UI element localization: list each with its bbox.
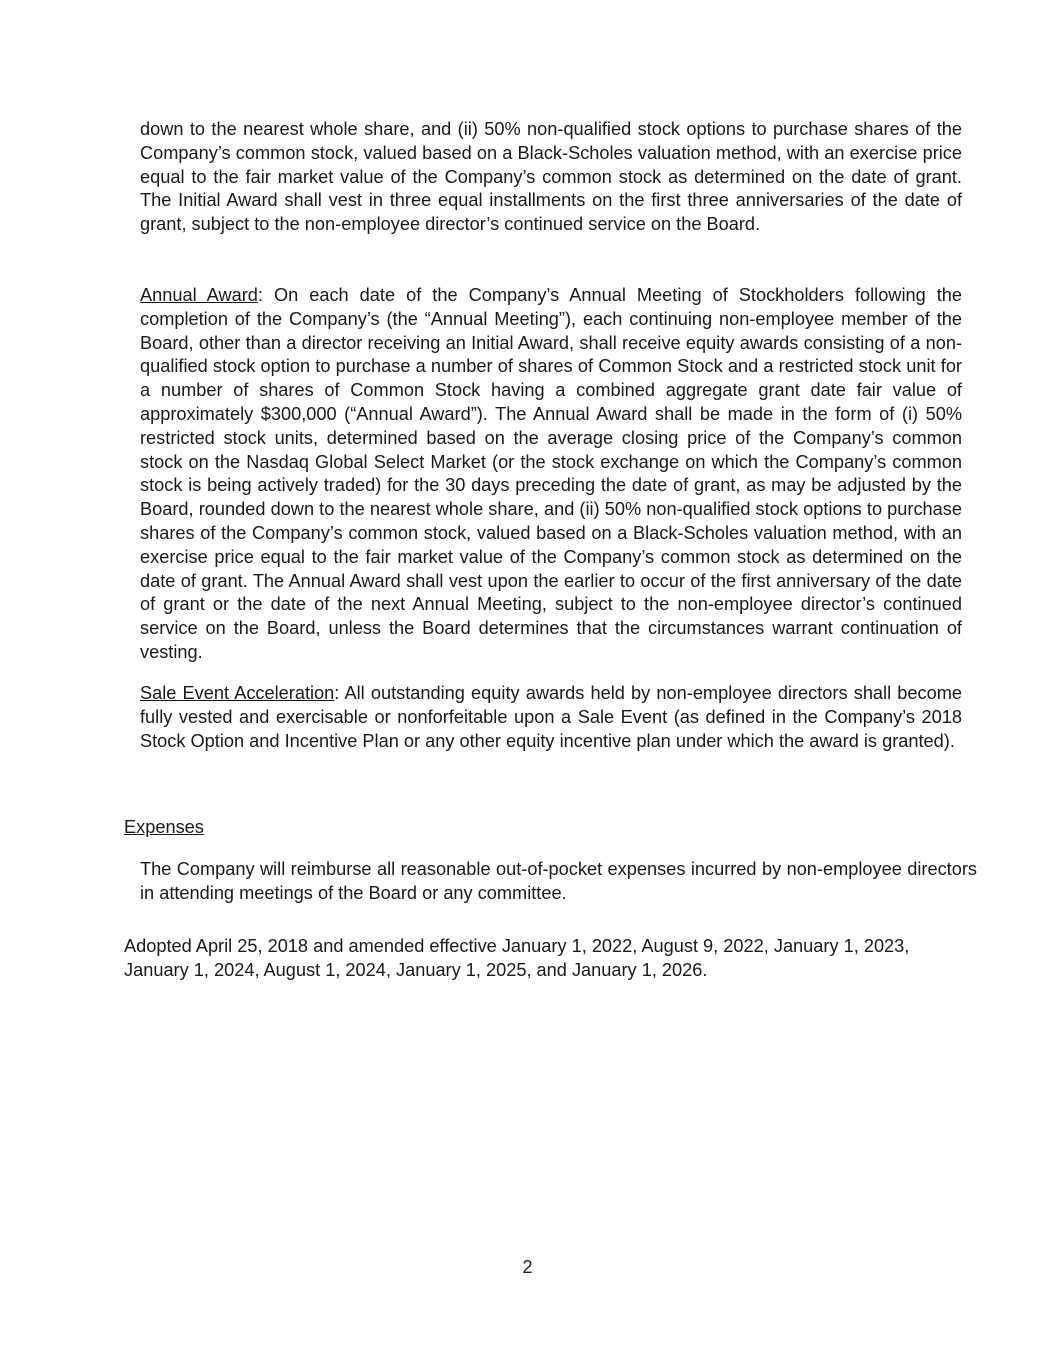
sale-event-text: All outstanding equity awards held by non-employee directors shall become fully vested and exercisable or nonforfeitable upon a Sale Event (as defined in the Company’s 2018 Stock Option and Incentive Plan or any other equity incentive plan under which the award is granted). bbox=[140, 683, 962, 751]
sale-event-label: Sale Event Acceleration bbox=[140, 683, 335, 703]
adopted-date-line-2: January 1, 2024, August 1, 2024, January 1, 2025, and January 1, 2026. bbox=[124, 960, 708, 980]
expenses-heading: Expenses bbox=[124, 817, 204, 837]
annual-award-label: Annual Award bbox=[140, 285, 258, 305]
page-number: 2 bbox=[522, 1257, 533, 1277]
annual-award-separator: : bbox=[257, 285, 274, 305]
expenses-paragraph: The Company will reimburse all reasonable out-of-pocket expenses incurred by non-employee directors in attending meetings of the Board or any committee. bbox=[140, 859, 977, 903]
annual-award-text: On each date of the Company’s Annual Meeting of Stockholders following the completion of the Company’s (the “Annual Meeting”), each continuing non-employee member of the Board, other than a director receiving an Initial Award, shall receive equity awards consisting of a non-qualified stock option to purchase a number of shares of Common Stock and a restricted stock unit for a number of shares of Common Stock having a combined aggregate grant date fair value of approximately $300,000 (“Annual Award”). The Annual Award shall be made in the form of (i) 50% restricted stock units, determined based on the average closing price of the Company’s common stock on the Nasdaq Global Select Market (or the stock exchange on which the Company’s common stock is being actively traded) for the 30 days preceding the date of grant, as may be adjusted by the Board, rounded down to the nearest whole share, and (ii) 50% non-qualified stock options to purchase shares of the Company’s common stock, valued based on a Black-Scholes valuation method, with an exercise price equal to the fair market value of the Company’s common stock as determined on the date of grant. The Annual Award shall vest upon the earlier to occur of the first anniversary of the date of grant or the date of the next Annual Meeting, subject to the non-employee director’s continued service on the Board, unless the Board determines that the circumstances warrant continuation of vesting. bbox=[140, 285, 963, 662]
sale-event-paragraph bbox=[140, 682, 962, 753]
sale-event-separator: : bbox=[334, 683, 345, 703]
adopted-date-line-1: Adopted April 25, 2018 and amended effective January 1, 2022, August 9, 2022, January 1, 2023, bbox=[124, 936, 910, 956]
initial-award-continued-paragraph: down to the nearest whole share, and (ii) 50% non-qualified stock options to purchase shares of the Company’s common stock, valued based on a Black-Scholes valuation method, with an exercise price equal to the fair market value of the Company’s common stock as determined on the date of grant. The Initial Award shall vest in three equal installments on the first three anniversaries of the date of grant, subject to the non-employee director’s continued service on the Board. bbox=[140, 119, 962, 235]
annual-award-paragraph bbox=[140, 284, 962, 665]
